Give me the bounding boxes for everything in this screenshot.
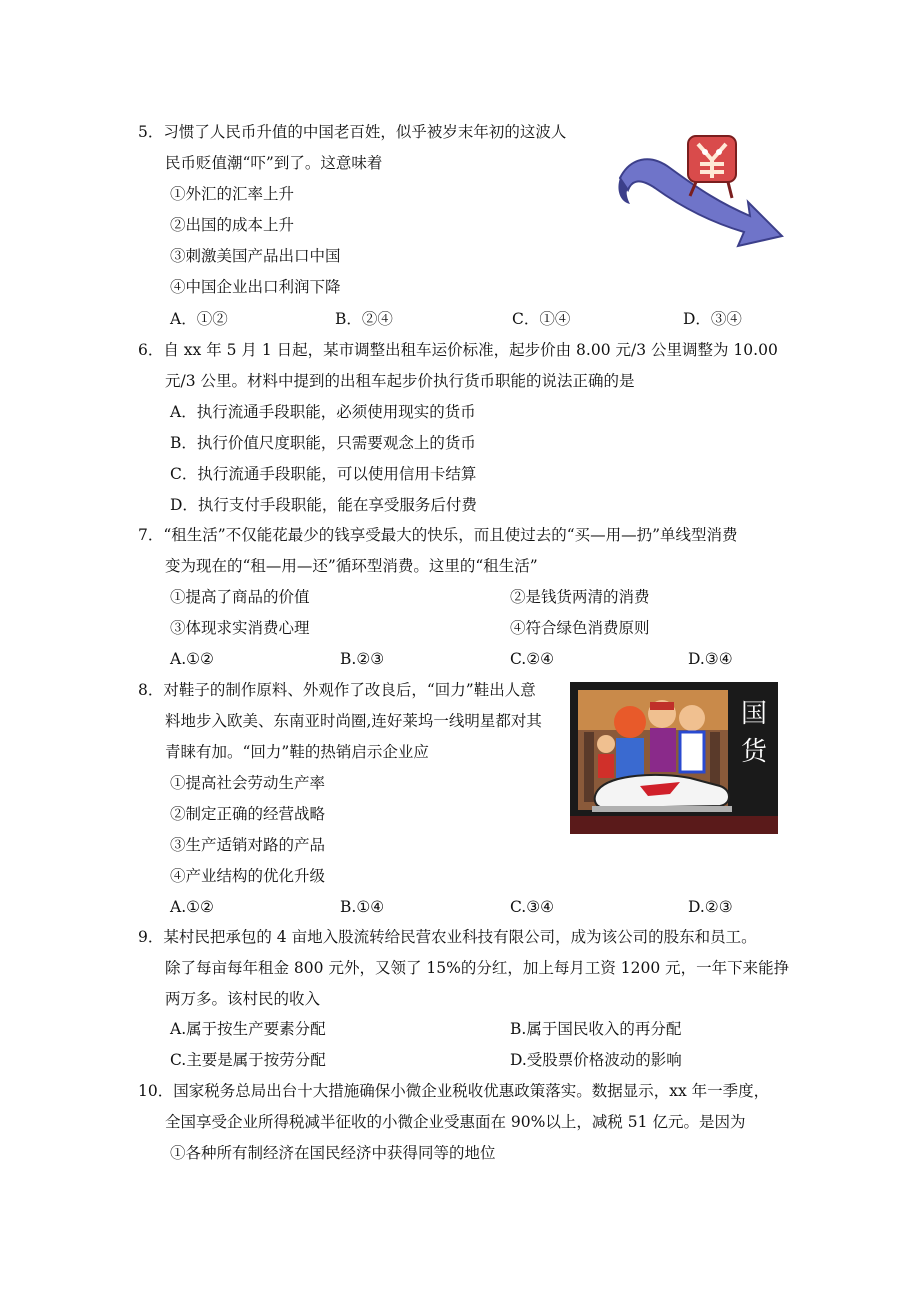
q7-option-a: A.①② bbox=[170, 650, 214, 668]
q7-option-c: C.②④ bbox=[510, 650, 555, 668]
q7-stem-line2: 变为现在的“租—用—还”循环型消费。这里的“租生活” bbox=[165, 557, 538, 575]
q5-item-3: ③刺激美国产品出口中国 bbox=[170, 247, 341, 265]
q5-option-d: D．③④ bbox=[683, 310, 742, 328]
q8-stem-line2: 料地步入欧美、东南亚时尚圈,连好莱坞一线明星都对其 bbox=[165, 712, 542, 730]
q7-option-b: B.②③ bbox=[340, 650, 385, 668]
q6-stem-line1: 6．自 xx 年 5 月 1 日起，某市调整出租车运价标准，起步价由 8.00 元/3 公里调整为 10.00 bbox=[138, 341, 778, 359]
q8-stem-line3: 青睐有加。“回力”鞋的热销启示企业应 bbox=[165, 743, 429, 761]
q9-stem-line2: 除了每亩每年租金 800 元外，又领了 15%的分红，加上每月工资 1200 元，一年下来能挣 bbox=[165, 959, 790, 977]
q5-stem-line1: 5．习惯了人民币升值的中国老百姓，似乎被岁末年初的这波人 bbox=[138, 123, 567, 141]
q10-stem-line1: 10．国家税务总局出台十大措施确保小微企业税收优惠政策落实。数据显示，xx 年一季度， bbox=[138, 1082, 770, 1100]
q5-item-1: ①外汇的汇率上升 bbox=[170, 185, 295, 203]
q9-stem-line1: 9．某村民把承包的 4 亩地入股流转给民营农业科技有限公司，成为该公司的股东和员工。 bbox=[138, 928, 757, 946]
q7-stem-line1: 7．“租生活”不仅能花最少的钱享受最大的快乐，而且使过去的“买—用—扔”单线型消费 bbox=[138, 526, 738, 544]
q5-stem-line2: 民币贬值潮“吓”到了。这意味着 bbox=[165, 154, 383, 172]
rmb-depreciation-illustration bbox=[610, 118, 785, 258]
q7-option-d: D.③④ bbox=[688, 650, 733, 668]
q7-item-1: ①提高了商品的价值 bbox=[170, 588, 310, 606]
q8-item-3: ③生产适销对路的产品 bbox=[170, 836, 326, 854]
q5-item-2: ②出国的成本上升 bbox=[170, 216, 295, 234]
q8-item-2: ②制定正确的经营战略 bbox=[170, 805, 326, 823]
q9-option-b: B.属于国民收入的再分配 bbox=[510, 1020, 682, 1038]
q6-option-c: C．执行流通手段职能，可以使用信用卡结算 bbox=[170, 465, 477, 483]
q9-option-a: A.属于按生产要素分配 bbox=[170, 1020, 326, 1038]
q7-item-2: ②是钱货两清的消费 bbox=[510, 588, 650, 606]
q8-item-1: ①提高社会劳动生产率 bbox=[170, 774, 326, 792]
q8-option-d: D.②③ bbox=[688, 898, 733, 916]
q9-option-c: C.主要是属于按劳分配 bbox=[170, 1051, 326, 1069]
q8-option-b: B.①④ bbox=[340, 898, 385, 916]
q9-stem-line3: 两万多。该村民的收入 bbox=[165, 990, 321, 1008]
huili-sneaker-poster bbox=[570, 682, 778, 834]
q6-stem-line2: 元/3 公里。材料中提到的出租车起步价执行货币职能的说法正确的是 bbox=[165, 372, 635, 390]
q5-option-c: C．①④ bbox=[512, 310, 571, 328]
poster-title-char-2: 货 bbox=[740, 737, 768, 767]
q5-option-b: B．②④ bbox=[335, 310, 393, 328]
q7-item-3: ③体现求实消费心理 bbox=[170, 619, 310, 637]
q9-option-d: D.受股票价格波动的影响 bbox=[510, 1051, 682, 1069]
q7-item-4: ④符合绿色消费原则 bbox=[510, 619, 650, 637]
q8-stem-line1: 8．对鞋子的制作原料、外观作了改良后，“回力”鞋出人意 bbox=[138, 681, 536, 699]
poster-title-char-1: 国 bbox=[740, 699, 768, 729]
q6-option-d: D．执行支付手段职能，能在享受服务后付费 bbox=[170, 496, 477, 514]
q10-item-1: ①各种所有制经济在国民经济中获得同等的地位 bbox=[170, 1144, 496, 1162]
q5-option-a: A．①② bbox=[170, 310, 228, 328]
q6-option-b: B．执行价值尺度职能，只需要观念上的货币 bbox=[170, 434, 476, 452]
q8-option-c: C.③④ bbox=[510, 898, 555, 916]
q8-item-4: ④产业结构的优化升级 bbox=[170, 867, 326, 885]
q8-option-a: A.①② bbox=[170, 898, 214, 916]
q10-stem-line2: 全国享受企业所得税减半征收的小微企业受惠面在 90%以上，减税 51 亿元。是因为 bbox=[165, 1113, 746, 1131]
q6-option-a: A．执行流通手段职能，必须使用现实的货币 bbox=[170, 403, 476, 421]
q5-item-4: ④中国企业出口利润下降 bbox=[170, 278, 341, 296]
